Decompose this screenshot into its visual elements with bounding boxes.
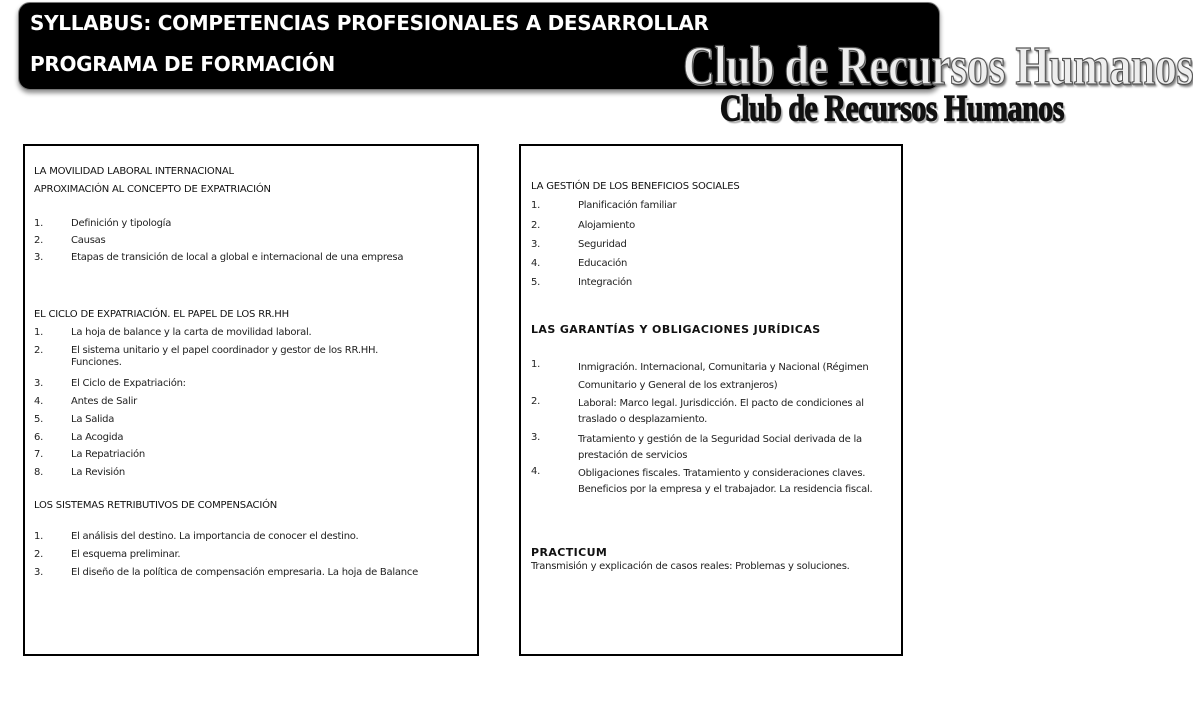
section-heading-beneficios: LA GESTIÓN DE LOS BENEFICIOS SOCIALES	[531, 181, 740, 192]
page-title: SYLLABUS: COMPETENCIAS PROFESIONALES A DESARROLLAR	[30, 11, 709, 35]
section-heading-practicum: PRACTICUM	[531, 546, 608, 559]
left-content-panel: LA MOVILIDAD LABORAL INTERNACIONAL APROXIMACIÓN AL CONCEPTO DE EXPATRIACIÓN 1. Definición y tipología 2. Causas 3. Etapas de transición de local a global e internacional de una empresa EL CICLO DE EXPATRIACIÓN. EL PAPEL DE LOS RR.HH 1. La hoja de balance y la carta de movilidad laboral. 2. El sistema unitario y el papel coordinador y gestor de los RR.HH. Funciones. 3. El Ciclo de Expatriación: 4. Antes de Salir 5. La Salida 6. La Acogida 7. La Repatriación 8. La Revisión LOS SISTEMAS RETRIBUTIVOS DE COMPENSACIÓN 1. El análisis del destino. La importancia de conocer el destino. 2. El esquema preliminar. 3. El diseño de la política de compensación empresaria. La hoja de Balance	[23, 144, 479, 656]
right-content-panel: LA GESTIÓN DE LOS BENEFICIOS SOCIALES 1. Planificación familiar 2. Alojamiento 3. Seguridad 4. Educación 5. Integración LAS GARANTÍAS Y OBLIGACIONES JURÍDICAS 1. Inmigración. Internacional, Comunitaria y Nacional (Régimen Comunitario y General de los extranjeros) 2. Laboral: Marco legal. Jurisdicción. El pacto de condiciones al traslado o desplazamiento. 3. Tratamiento y gestión de la Seguridad Social derivada de la prestación de servicios 4. Obligaciones fiscales. Tratamiento y consideraciones claves. Beneficios por la empresa y el trabajador. La residencia fiscal. PRACTICUM Transmisión y explicación de casos reales: Problemas y soluciones.	[519, 144, 903, 656]
list-item: 2. Laboral: Marco legal. Jurisdicción. El pacto de condiciones al traslado o desplazamiento.	[531, 396, 864, 425]
section-heading-garantias: LAS GARANTÍAS Y OBLIGACIONES JURÍDICAS	[531, 323, 821, 336]
section-heading-ciclo: EL CICLO DE EXPATRIACIÓN. EL PAPEL DE LOS RR.HH	[34, 309, 289, 320]
list-item: 3. Tratamiento y gestión de la Seguridad Social derivada de la prestación de servicios	[531, 432, 862, 461]
page-subtitle: PROGRAMA DE FORMACIÓN	[30, 52, 335, 76]
section-heading-expatriacion: APROXIMACIÓN AL CONCEPTO DE EXPATRIACIÓN	[34, 184, 271, 195]
list-item: 2. El sistema unitario y el papel coordinador y gestor de los RR.HH. Funciones.	[34, 345, 379, 368]
logo-text-secondary: Club de Recursos Humanos	[720, 88, 1064, 130]
list-item: 1. Inmigración. Internacional, Comunitaria y Nacional (Régimen Comunitario y General de los extranjeros)	[531, 359, 869, 391]
section-heading-movilidad: LA MOVILIDAD LABORAL INTERNACIONAL	[34, 166, 234, 177]
section-heading-retributivos: LOS SISTEMAS RETRIBUTIVOS DE COMPENSACIÓN	[34, 500, 278, 511]
practicum-description: Transmisión y explicación de casos reales: Problemas y soluciones.	[531, 561, 850, 572]
logo-text: Club de Recursos Humanos	[683, 35, 1193, 97]
list-item: 4. Obligaciones fiscales. Tratamiento y consideraciones claves. Beneficios por la empresa y el trabajador. La residencia fiscal.	[531, 466, 873, 495]
